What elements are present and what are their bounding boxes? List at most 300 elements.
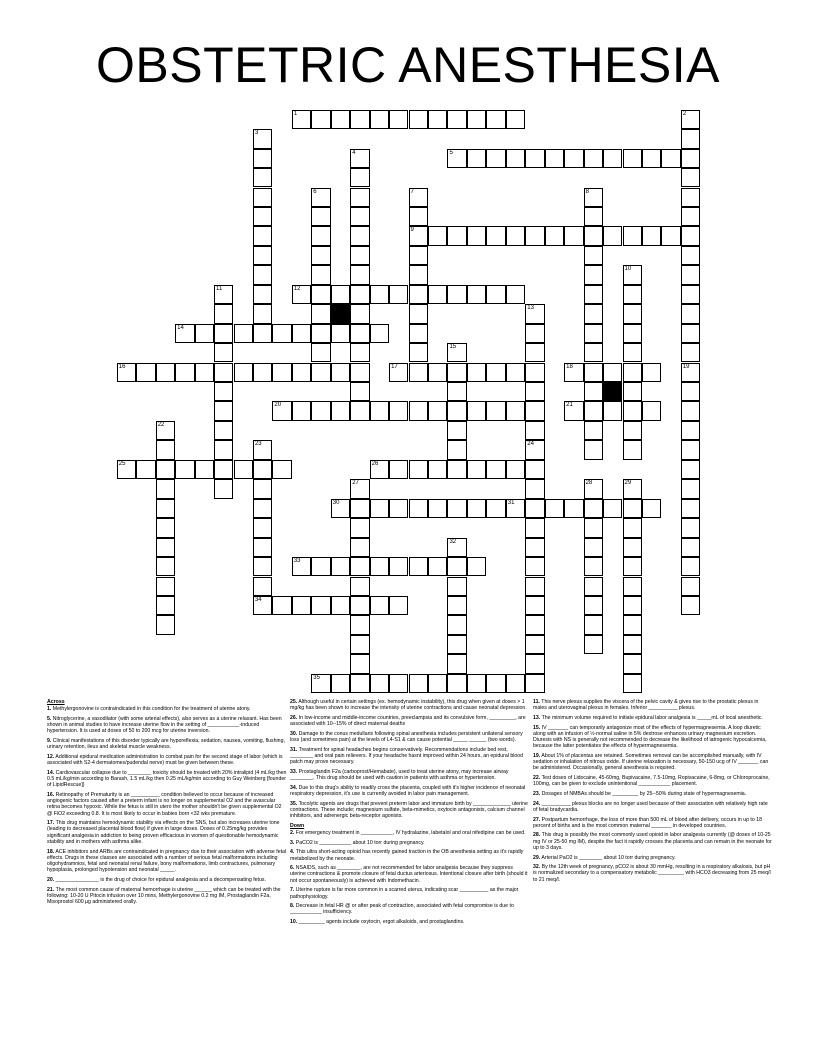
crossword-cell[interactable]: [350, 615, 369, 634]
crossword-cell[interactable]: [467, 226, 486, 245]
crossword-cell[interactable]: [389, 674, 408, 693]
crossword-cell[interactable]: [564, 226, 583, 245]
crossword-cell[interactable]: [642, 226, 661, 245]
crossword-cell[interactable]: [409, 246, 428, 265]
crossword-cell[interactable]: [681, 188, 700, 207]
crossword-cell[interactable]: [525, 226, 544, 245]
crossword-cell[interactable]: [681, 226, 700, 245]
crossword-cell[interactable]: [253, 265, 272, 284]
crossword-cell[interactable]: [623, 615, 642, 634]
crossword-cell[interactable]: [428, 110, 447, 129]
crossword-cell[interactable]: [214, 421, 233, 440]
crossword-cell[interactable]: [681, 168, 700, 187]
crossword-cell[interactable]: [525, 615, 544, 634]
crossword-cell[interactable]: [584, 577, 603, 596]
crossword-cell[interactable]: [681, 110, 700, 129]
crossword-cell[interactable]: [447, 382, 466, 401]
crossword-cell[interactable]: [623, 285, 642, 304]
crossword-cell[interactable]: [681, 285, 700, 304]
crossword-cell[interactable]: [350, 674, 369, 693]
crossword-cell[interactable]: [370, 596, 389, 615]
crossword-cell[interactable]: [389, 363, 408, 382]
crossword-cell[interactable]: [214, 343, 233, 362]
crossword-cell[interactable]: [681, 460, 700, 479]
crossword-cell[interactable]: [525, 421, 544, 440]
crossword-cell[interactable]: [642, 401, 661, 420]
crossword-cell[interactable]: [447, 460, 466, 479]
crossword-cell[interactable]: [447, 577, 466, 596]
crossword-cell[interactable]: [350, 363, 369, 382]
crossword-cell[interactable]: [681, 149, 700, 168]
crossword-cell[interactable]: [234, 460, 253, 479]
crossword-cell[interactable]: [681, 421, 700, 440]
crossword-cell[interactable]: [409, 304, 428, 323]
crossword-cell[interactable]: [311, 674, 330, 693]
crossword-cell[interactable]: [564, 499, 583, 518]
crossword-cell[interactable]: [253, 188, 272, 207]
crossword-cell[interactable]: [350, 207, 369, 226]
crossword-cell[interactable]: [564, 363, 583, 382]
crossword-cell[interactable]: [370, 557, 389, 576]
crossword-cell[interactable]: [311, 226, 330, 245]
crossword-cell[interactable]: [136, 460, 155, 479]
crossword-cell[interactable]: [409, 265, 428, 284]
crossword-cell[interactable]: [156, 421, 175, 440]
crossword-cell[interactable]: [311, 557, 330, 576]
crossword-cell[interactable]: [350, 538, 369, 557]
crossword-cell[interactable]: [623, 401, 642, 420]
crossword-cell[interactable]: [681, 324, 700, 343]
crossword-cell[interactable]: [350, 635, 369, 654]
crossword-cell[interactable]: [525, 654, 544, 673]
crossword-cell[interactable]: [681, 207, 700, 226]
crossword-cell[interactable]: [253, 363, 272, 382]
crossword-cell[interactable]: [311, 304, 330, 323]
crossword-cell[interactable]: [350, 518, 369, 537]
crossword-cell[interactable]: [584, 499, 603, 518]
crossword-cell[interactable]: [681, 557, 700, 576]
crossword-cell[interactable]: [584, 265, 603, 284]
crossword-cell[interactable]: [156, 538, 175, 557]
crossword-cell[interactable]: [214, 479, 233, 498]
crossword-cell[interactable]: [311, 265, 330, 284]
crossword-cell[interactable]: [292, 363, 311, 382]
crossword-cell[interactable]: [370, 110, 389, 129]
crossword-cell[interactable]: [253, 285, 272, 304]
crossword-cell[interactable]: [409, 401, 428, 420]
crossword-cell[interactable]: [525, 499, 544, 518]
crossword-cell[interactable]: [156, 363, 175, 382]
crossword-cell[interactable]: [623, 226, 642, 245]
crossword-cell[interactable]: [350, 188, 369, 207]
crossword-cell[interactable]: [214, 460, 233, 479]
crossword-cell[interactable]: [350, 596, 369, 615]
crossword-cell[interactable]: [156, 577, 175, 596]
crossword-cell[interactable]: [292, 401, 311, 420]
crossword-cell[interactable]: [447, 149, 466, 168]
crossword-cell[interactable]: [428, 460, 447, 479]
crossword-cell[interactable]: [486, 674, 505, 693]
crossword-cell[interactable]: [389, 596, 408, 615]
crossword-cell[interactable]: [525, 401, 544, 420]
crossword-cell[interactable]: [253, 149, 272, 168]
crossword-cell[interactable]: [331, 363, 350, 382]
crossword-cell[interactable]: [370, 674, 389, 693]
crossword-cell[interactable]: [447, 285, 466, 304]
crossword-cell[interactable]: [506, 110, 525, 129]
crossword-cell[interactable]: [156, 596, 175, 615]
crossword-cell[interactable]: [584, 304, 603, 323]
crossword-cell[interactable]: [292, 557, 311, 576]
crossword-cell[interactable]: [156, 440, 175, 459]
crossword-cell[interactable]: [350, 654, 369, 673]
crossword-cell[interactable]: [486, 401, 505, 420]
crossword-cell[interactable]: [623, 635, 642, 654]
crossword-cell[interactable]: [331, 674, 350, 693]
crossword-cell[interactable]: [545, 226, 564, 245]
crossword-cell[interactable]: [331, 285, 350, 304]
crossword-cell[interactable]: [623, 518, 642, 537]
crossword-cell[interactable]: [311, 207, 330, 226]
crossword-cell[interactable]: [564, 149, 583, 168]
crossword-cell[interactable]: [623, 382, 642, 401]
crossword-cell[interactable]: [447, 557, 466, 576]
crossword-cell[interactable]: [311, 363, 330, 382]
crossword-cell[interactable]: [661, 149, 680, 168]
crossword-cell[interactable]: [156, 479, 175, 498]
crossword-cell[interactable]: [623, 654, 642, 673]
crossword-cell[interactable]: [584, 479, 603, 498]
crossword-cell[interactable]: [409, 557, 428, 576]
crossword-cell[interactable]: [117, 460, 136, 479]
crossword-cell[interactable]: [175, 460, 194, 479]
crossword-cell[interactable]: [681, 518, 700, 537]
crossword-cell[interactable]: [428, 401, 447, 420]
crossword-cell[interactable]: [584, 324, 603, 343]
crossword-cell[interactable]: [389, 401, 408, 420]
crossword-cell[interactable]: [331, 557, 350, 576]
crossword-cell[interactable]: [525, 538, 544, 557]
crossword-cell[interactable]: [389, 499, 408, 518]
crossword-cell[interactable]: [272, 324, 291, 343]
crossword-cell[interactable]: [447, 538, 466, 557]
crossword-cell[interactable]: [681, 440, 700, 459]
crossword-cell[interactable]: [525, 596, 544, 615]
crossword-cell[interactable]: [253, 168, 272, 187]
crossword-cell[interactable]: [486, 149, 505, 168]
crossword-cell[interactable]: [623, 265, 642, 284]
crossword-cell[interactable]: [389, 110, 408, 129]
crossword-cell[interactable]: [136, 363, 155, 382]
crossword-cell[interactable]: [409, 363, 428, 382]
crossword-cell[interactable]: [467, 401, 486, 420]
crossword-cell[interactable]: [389, 285, 408, 304]
crossword-cell[interactable]: [253, 440, 272, 459]
crossword-cell[interactable]: [681, 401, 700, 420]
crossword-cell[interactable]: [623, 479, 642, 498]
crossword-cell[interactable]: [370, 401, 389, 420]
crossword-cell[interactable]: [467, 674, 486, 693]
crossword-cell[interactable]: [253, 538, 272, 557]
crossword-cell[interactable]: [350, 226, 369, 245]
crossword-cell[interactable]: [311, 401, 330, 420]
crossword-cell[interactable]: [331, 499, 350, 518]
crossword-cell[interactable]: [623, 149, 642, 168]
crossword-cell[interactable]: [447, 674, 466, 693]
crossword-cell[interactable]: [350, 324, 369, 343]
crossword-cell[interactable]: [642, 363, 661, 382]
crossword-cell[interactable]: [409, 188, 428, 207]
crossword-cell[interactable]: [350, 265, 369, 284]
crossword-cell[interactable]: [506, 460, 525, 479]
crossword-cell[interactable]: [506, 226, 525, 245]
crossword-cell[interactable]: [292, 110, 311, 129]
crossword-cell[interactable]: [467, 285, 486, 304]
crossword-cell[interactable]: [331, 110, 350, 129]
crossword-cell[interactable]: [506, 149, 525, 168]
crossword-cell[interactable]: [525, 479, 544, 498]
crossword-cell[interactable]: [681, 246, 700, 265]
crossword-cell[interactable]: [584, 149, 603, 168]
crossword-cell[interactable]: [681, 363, 700, 382]
crossword-cell[interactable]: [214, 440, 233, 459]
crossword-cell[interactable]: [253, 304, 272, 323]
crossword-cell[interactable]: [603, 499, 622, 518]
crossword-cell[interactable]: [350, 149, 369, 168]
crossword-cell[interactable]: [623, 343, 642, 362]
crossword-cell[interactable]: [486, 460, 505, 479]
crossword-cell[interactable]: [506, 285, 525, 304]
crossword-cell[interactable]: [350, 499, 369, 518]
crossword-cell[interactable]: [331, 596, 350, 615]
crossword-cell[interactable]: [253, 129, 272, 148]
crossword-cell[interactable]: [409, 285, 428, 304]
crossword-cell[interactable]: [623, 674, 642, 693]
crossword-cell[interactable]: [370, 285, 389, 304]
crossword-cell[interactable]: [584, 343, 603, 362]
crossword-cell[interactable]: [234, 324, 253, 343]
crossword-cell[interactable]: [486, 226, 505, 245]
crossword-cell[interactable]: [467, 499, 486, 518]
crossword-cell[interactable]: [623, 596, 642, 615]
crossword-cell[interactable]: [681, 499, 700, 518]
crossword-cell[interactable]: [311, 324, 330, 343]
crossword-cell[interactable]: [428, 557, 447, 576]
crossword-cell[interactable]: [447, 401, 466, 420]
crossword-cell[interactable]: [409, 226, 428, 245]
crossword-cell[interactable]: [175, 324, 194, 343]
crossword-cell[interactable]: [350, 382, 369, 401]
crossword-cell[interactable]: [486, 363, 505, 382]
crossword-cell[interactable]: [623, 557, 642, 576]
crossword-cell[interactable]: [428, 285, 447, 304]
crossword-cell[interactable]: [409, 499, 428, 518]
crossword-cell[interactable]: [409, 460, 428, 479]
crossword-cell[interactable]: [525, 343, 544, 362]
crossword-cell[interactable]: [506, 499, 525, 518]
crossword-cell[interactable]: [253, 226, 272, 245]
crossword-cell[interactable]: [311, 285, 330, 304]
crossword-cell[interactable]: [253, 518, 272, 537]
crossword-cell[interactable]: [311, 246, 330, 265]
crossword-cell[interactable]: [545, 499, 564, 518]
crossword-cell[interactable]: [195, 460, 214, 479]
crossword-cell[interactable]: [214, 382, 233, 401]
crossword-cell[interactable]: [467, 557, 486, 576]
crossword-cell[interactable]: [253, 557, 272, 576]
crossword-cell[interactable]: [253, 324, 272, 343]
crossword-cell[interactable]: [331, 324, 350, 343]
crossword-cell[interactable]: [370, 460, 389, 479]
crossword-cell[interactable]: [623, 499, 642, 518]
crossword-cell[interactable]: [447, 615, 466, 634]
crossword-cell[interactable]: [681, 538, 700, 557]
crossword-cell[interactable]: [525, 324, 544, 343]
crossword-cell[interactable]: [389, 460, 408, 479]
crossword-cell[interactable]: [292, 596, 311, 615]
crossword-cell[interactable]: [409, 674, 428, 693]
crossword-cell[interactable]: [409, 324, 428, 343]
crossword-cell[interactable]: [214, 324, 233, 343]
crossword-cell[interactable]: [584, 188, 603, 207]
crossword-cell[interactable]: [681, 479, 700, 498]
crossword-cell[interactable]: [409, 343, 428, 362]
crossword-cell[interactable]: [272, 363, 291, 382]
crossword-cell[interactable]: [681, 343, 700, 362]
crossword-cell[interactable]: [623, 421, 642, 440]
crossword-cell[interactable]: [253, 479, 272, 498]
crossword-cell[interactable]: [467, 149, 486, 168]
crossword-cell[interactable]: [623, 577, 642, 596]
crossword-cell[interactable]: [156, 518, 175, 537]
crossword-cell[interactable]: [623, 363, 642, 382]
crossword-cell[interactable]: [486, 285, 505, 304]
crossword-cell[interactable]: [623, 440, 642, 459]
crossword-cell[interactable]: [584, 207, 603, 226]
crossword-cell[interactable]: [525, 304, 544, 323]
crossword-cell[interactable]: [447, 654, 466, 673]
crossword-cell[interactable]: [447, 635, 466, 654]
crossword-cell[interactable]: [156, 615, 175, 634]
crossword-cell[interactable]: [428, 499, 447, 518]
crossword-cell[interactable]: [350, 557, 369, 576]
crossword-cell[interactable]: [214, 401, 233, 420]
crossword-cell[interactable]: [214, 304, 233, 323]
crossword-cell[interactable]: [409, 207, 428, 226]
crossword-cell[interactable]: [525, 518, 544, 537]
crossword-cell[interactable]: [311, 596, 330, 615]
crossword-cell[interactable]: [447, 363, 466, 382]
crossword-cell[interactable]: [584, 615, 603, 634]
crossword-cell[interactable]: [681, 265, 700, 284]
crossword-cell[interactable]: [564, 401, 583, 420]
crossword-cell[interactable]: [428, 363, 447, 382]
crossword-cell[interactable]: [525, 557, 544, 576]
crossword-cell[interactable]: [292, 324, 311, 343]
crossword-cell[interactable]: [253, 577, 272, 596]
crossword-cell[interactable]: [156, 499, 175, 518]
crossword-cell[interactable]: [584, 421, 603, 440]
crossword-cell[interactable]: [661, 226, 680, 245]
crossword-cell[interactable]: [467, 110, 486, 129]
crossword-cell[interactable]: [545, 149, 564, 168]
crossword-cell[interactable]: [486, 110, 505, 129]
crossword-cell[interactable]: [272, 596, 291, 615]
crossword-cell[interactable]: [156, 557, 175, 576]
crossword-cell[interactable]: [584, 440, 603, 459]
crossword-cell[interactable]: [156, 460, 175, 479]
crossword-cell[interactable]: [370, 324, 389, 343]
crossword-cell[interactable]: [292, 285, 311, 304]
crossword-cell[interactable]: [525, 635, 544, 654]
crossword-cell[interactable]: [584, 635, 603, 654]
crossword-cell[interactable]: [253, 499, 272, 518]
crossword-cell[interactable]: [623, 324, 642, 343]
crossword-cell[interactable]: [195, 363, 214, 382]
crossword-cell[interactable]: [681, 577, 700, 596]
crossword-cell[interactable]: [584, 518, 603, 537]
crossword-cell[interactable]: [272, 460, 291, 479]
crossword-cell[interactable]: [253, 460, 272, 479]
crossword-cell[interactable]: [506, 401, 525, 420]
crossword-cell[interactable]: [486, 499, 505, 518]
crossword-cell[interactable]: [253, 207, 272, 226]
crossword-cell[interactable]: [681, 129, 700, 148]
crossword-cell[interactable]: [447, 596, 466, 615]
crossword-cell[interactable]: [681, 304, 700, 323]
crossword-cell[interactable]: [584, 557, 603, 576]
crossword-cell[interactable]: [331, 401, 350, 420]
crossword-cell[interactable]: [214, 285, 233, 304]
crossword-cell[interactable]: [584, 596, 603, 615]
crossword-cell[interactable]: [311, 188, 330, 207]
crossword-cell[interactable]: [350, 304, 369, 323]
crossword-cell[interactable]: [525, 363, 544, 382]
crossword-cell[interactable]: [428, 674, 447, 693]
crossword-cell[interactable]: [389, 557, 408, 576]
crossword-cell[interactable]: [681, 596, 700, 615]
crossword-cell[interactable]: [428, 226, 447, 245]
crossword-cell[interactable]: [350, 168, 369, 187]
crossword-cell[interactable]: [623, 304, 642, 323]
crossword-cell[interactable]: [409, 110, 428, 129]
crossword-cell[interactable]: [253, 246, 272, 265]
crossword-cell[interactable]: [467, 363, 486, 382]
crossword-cell[interactable]: [506, 674, 525, 693]
crossword-cell[interactable]: [195, 324, 214, 343]
crossword-cell[interactable]: [447, 499, 466, 518]
crossword-cell[interactable]: [447, 440, 466, 459]
crossword-cell[interactable]: [350, 479, 369, 498]
crossword-cell[interactable]: [350, 285, 369, 304]
crossword-cell[interactable]: [350, 110, 369, 129]
crossword-cell[interactable]: [350, 246, 369, 265]
crossword-cell[interactable]: [506, 363, 525, 382]
crossword-cell[interactable]: [311, 110, 330, 129]
crossword-cell[interactable]: [525, 440, 544, 459]
crossword-cell[interactable]: [681, 382, 700, 401]
crossword-cell[interactable]: [467, 460, 486, 479]
crossword-cell[interactable]: [584, 226, 603, 245]
crossword-cell[interactable]: [447, 343, 466, 362]
crossword-cell[interactable]: [603, 226, 622, 245]
crossword-cell[interactable]: [350, 401, 369, 420]
crossword-cell[interactable]: [584, 246, 603, 265]
crossword-cell[interactable]: [253, 596, 272, 615]
crossword-cell[interactable]: [447, 110, 466, 129]
crossword-cell[interactable]: [525, 460, 544, 479]
crossword-cell[interactable]: [584, 538, 603, 557]
